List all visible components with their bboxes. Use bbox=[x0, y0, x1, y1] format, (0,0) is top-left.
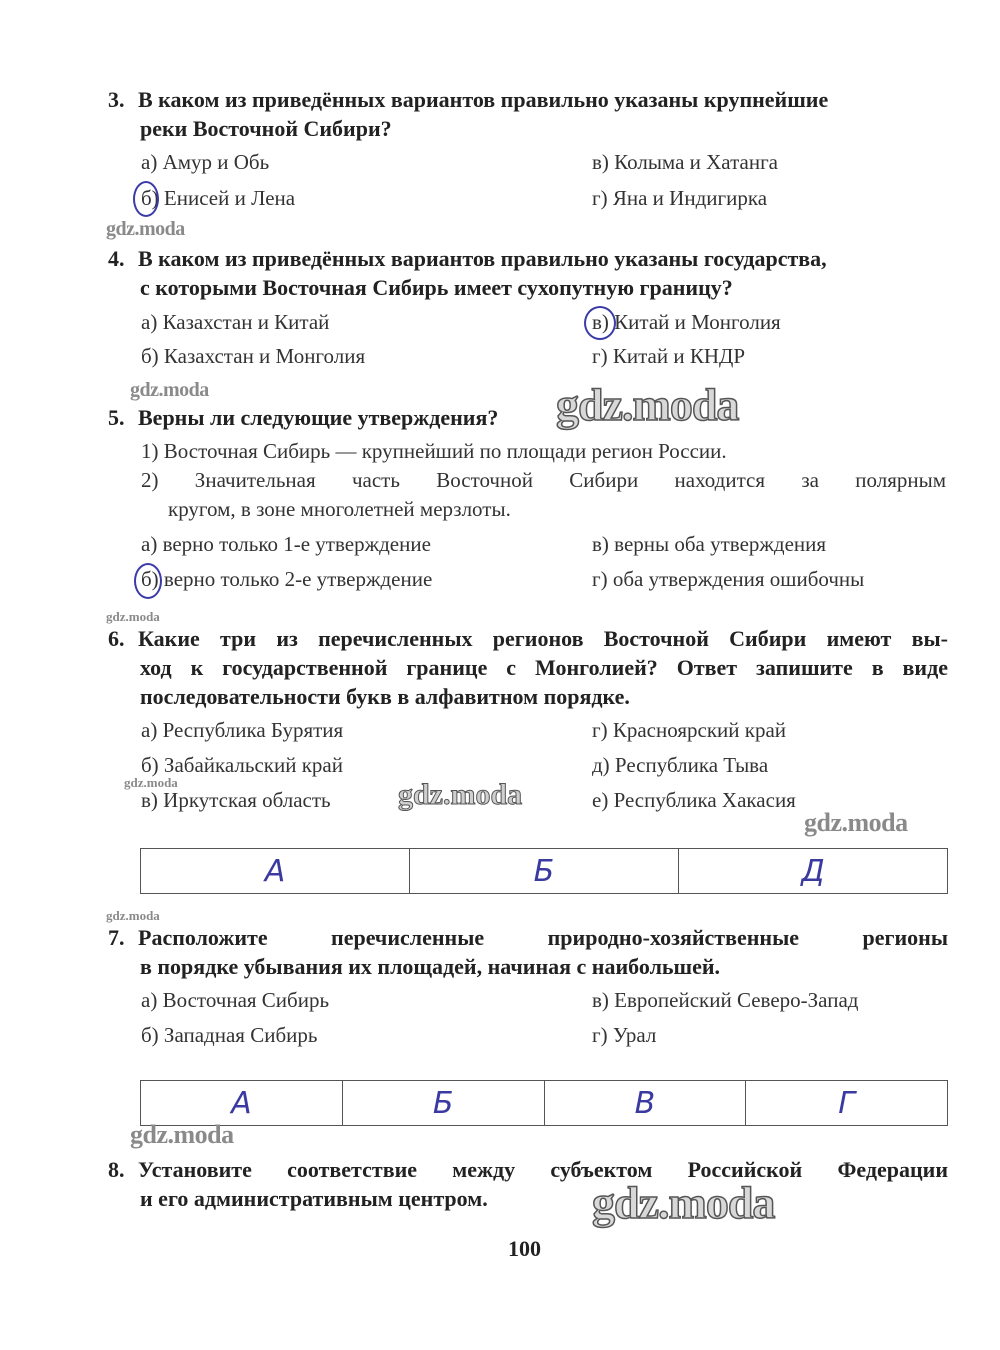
watermark-small: gdz.moda bbox=[124, 775, 178, 790]
question-number: 4. bbox=[108, 246, 125, 271]
watermark-medium: gdz.moda bbox=[398, 778, 523, 811]
question-number: 8. bbox=[108, 1157, 125, 1182]
q6-option-e[interactable]: е) Республика Хакасия bbox=[592, 788, 796, 812]
watermark: gdz.moda bbox=[130, 379, 209, 401]
answer-circle-mark bbox=[584, 306, 616, 340]
q7-option-a[interactable]: а) Восточная Сибирь bbox=[141, 988, 330, 1012]
watermark-large: gdz.moda bbox=[556, 379, 739, 430]
q5-statement-1: 1) Восточная Сибирь — крупнейший по площади регион России. bbox=[141, 439, 727, 463]
q6-answer-cell[interactable]: Б bbox=[409, 849, 678, 894]
watermark-small: gdz.moda bbox=[106, 908, 160, 923]
q6-option-d[interactable]: д) Республика Тыва bbox=[592, 753, 769, 777]
q7-answer-cell[interactable]: Б bbox=[342, 1081, 544, 1126]
watermark: gdz.moda bbox=[804, 808, 908, 837]
q7-option-b[interactable]: б) Западная Сибирь bbox=[141, 1023, 318, 1047]
q5-statement-2-cont: кругом, в зоне многолетней мерзлоты. bbox=[168, 497, 511, 521]
question-7-title bbox=[108, 923, 948, 953]
question-8-title-cont: и его административным центром. bbox=[140, 1186, 488, 1211]
q3-option-b[interactable]: б) Енисей и Лена bbox=[141, 186, 296, 210]
q3-option-a[interactable]: а) Амур и Обь bbox=[141, 150, 270, 174]
q6-option-g[interactable]: г) Красноярский край bbox=[592, 718, 787, 742]
question-6-title-cont2: последовательности букв в алфавитном порядке. bbox=[140, 684, 630, 709]
q6-answer-table bbox=[140, 848, 948, 894]
question-text: Какие три из перечисленных регионов Восточной Сибири имеют вы- bbox=[138, 626, 948, 651]
question-3-title bbox=[108, 85, 948, 115]
q7-answer-table bbox=[140, 1080, 948, 1126]
question-5-title bbox=[108, 403, 498, 433]
q7-option-v[interactable]: в) Европейский Северо-Запад bbox=[592, 988, 859, 1012]
question-number: 7. bbox=[108, 925, 125, 950]
question-number: 6. bbox=[108, 626, 125, 651]
question-4-title bbox=[108, 244, 948, 274]
answer-circle-mark bbox=[134, 563, 162, 599]
watermark: gdz.moda bbox=[130, 1120, 234, 1149]
page-number: 100 bbox=[508, 1236, 541, 1261]
q4-option-b[interactable]: б) Казахстан и Монголия bbox=[141, 344, 366, 368]
q7-answer-cell[interactable]: В bbox=[544, 1081, 746, 1126]
q5-option-g[interactable]: г) оба утверждения ошибочны bbox=[592, 567, 865, 591]
q3-option-g[interactable]: г) Яна и Индигирка bbox=[592, 186, 768, 210]
q6-answer-cell[interactable]: Д bbox=[678, 849, 947, 894]
question-text: Расположите перечисленные природно-хозяйственные регионы bbox=[138, 925, 948, 950]
q5-option-v[interactable]: в) верны оба утверждения bbox=[592, 532, 827, 556]
q4-option-g[interactable]: г) Китай и КНДР bbox=[592, 344, 746, 368]
q6-option-v[interactable]: в) Иркутская область bbox=[141, 788, 331, 812]
question-number: 3. bbox=[108, 87, 125, 112]
question-7-title-cont: в порядке убывания их площадей, начиная с наибольшей. bbox=[140, 954, 721, 979]
question-text: Верны ли следующие утверждения? bbox=[138, 405, 499, 430]
q6-option-b[interactable]: б) Забайкальский край bbox=[141, 753, 343, 777]
q7-answer-cell[interactable]: Г bbox=[746, 1081, 948, 1126]
watermark-large: gdz.moda bbox=[592, 1177, 775, 1228]
q5-option-a[interactable]: а) верно только 1-е утверждение bbox=[141, 532, 431, 556]
q6-answer-cell[interactable]: А bbox=[141, 849, 410, 894]
question-number: 5. bbox=[108, 405, 125, 430]
question-4-title-cont: с которыми Восточная Сибирь имеет сухопутную границу? bbox=[140, 275, 733, 300]
q7-option-g[interactable]: г) Урал bbox=[592, 1023, 657, 1047]
question-text: Установите соответствие между субъектом Российской Федерации bbox=[138, 1157, 948, 1182]
q4-option-v[interactable]: в) Китай и Монголия bbox=[592, 310, 781, 334]
question-text: В каком из приведённых вариантов правильно указаны государства, bbox=[138, 246, 827, 271]
question-6-title-cont: ход к государственной границе с Монголией? Ответ запишите в виде bbox=[140, 655, 948, 680]
answer-circle-mark bbox=[133, 181, 159, 217]
q3-option-v[interactable]: в) Колыма и Хатанга bbox=[592, 150, 779, 174]
watermark: gdz.moda bbox=[106, 218, 185, 240]
q5-statement-2: 2) Значительная часть Восточной Сибири находится за полярным bbox=[141, 468, 946, 492]
question-3-title-cont: реки Восточной Сибири? bbox=[140, 116, 392, 141]
question-text: В каком из приведённых вариантов правильно указаны крупнейшие bbox=[138, 87, 829, 112]
question-8-title bbox=[108, 1155, 948, 1185]
q7-answer-cell[interactable]: А bbox=[141, 1081, 343, 1126]
q4-option-a[interactable]: а) Казахстан и Китай bbox=[141, 310, 330, 334]
question-6-title bbox=[108, 624, 948, 654]
q5-option-b[interactable]: б) верно только 2-е утверждение bbox=[141, 567, 433, 591]
q6-option-a[interactable]: а) Республика Бурятия bbox=[141, 718, 344, 742]
watermark-small: gdz.moda bbox=[106, 609, 160, 624]
